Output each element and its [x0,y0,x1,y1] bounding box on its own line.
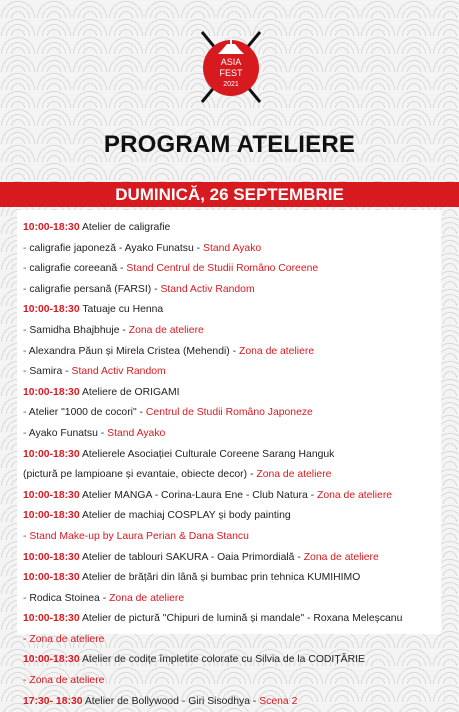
schedule-time: 10:00-18:30 [23,489,80,501]
schedule-row [23,403,435,424]
schedule-row [23,506,435,527]
pagoda-roof-icon [218,50,244,54]
logo-line2: FEST [219,68,243,78]
schedule-time: 10:00-18:30 [23,448,80,460]
asia-fest-logo [196,22,266,106]
schedule-location: Zona de ateliere [128,324,204,336]
schedule-text: Atelier de caligrafie [79,222,171,233]
schedule-row [23,630,435,651]
logo-year: 2021 [223,81,239,88]
schedule-dash: - [23,345,27,357]
schedule-text: Alexandra Păun și Mirela Cristea (Mehendi) - [26,345,239,357]
schedule-text: Atelier de tablouri SAKURA - Oaia Primordială - [79,551,304,563]
schedule-row [23,342,435,363]
schedule-row [23,589,435,610]
schedule-dash: - [23,530,27,542]
schedule-text: Atelier de brățări din lână și bumbac prin tehnica KUMIHIMO [79,572,361,584]
schedule-dash: - [23,592,27,604]
schedule-row [23,527,435,548]
schedule-location: Zona de ateliere [239,345,315,357]
schedule-location: Zona de ateliere [109,592,185,604]
schedule-text: Tatuaje cu Henna [79,304,164,316]
schedule-dash: - [23,407,27,419]
schedule-row [23,239,435,260]
schedule-row [23,362,435,383]
schedule-row [23,383,435,404]
schedule-text: caligrafie coreeană - [26,263,127,275]
schedule-location: Scena 2 [259,695,298,707]
schedule-dash: - [23,366,27,378]
schedule-row [23,280,435,301]
schedule-text: Samidha Bhajbhuje - [26,324,129,336]
schedule-row [23,424,435,445]
logo-line1: ASIA [220,57,242,67]
schedule-row [23,548,435,569]
schedule-time: 10:00-18:30 [23,572,80,584]
schedule-text: Atelier de Bollywood - Giri Sisodhya - [82,695,260,707]
schedule-dash: - [23,324,27,336]
schedule-row [23,671,435,692]
schedule-panel [17,210,441,707]
schedule-time: 10:00-18:30 [23,386,80,398]
schedule-text: Atelier de pictură "Chipuri de lumină și mandale" - Roxana Meleșcanu [79,613,403,625]
schedule-time: 10:00-18:30 [23,613,80,625]
schedule-row [23,650,435,671]
schedule-location: Stand Ayako [203,242,262,254]
schedule-dash: - [23,633,27,645]
schedule-row [23,465,435,486]
schedule-location: Zona de ateliere [316,489,393,501]
schedule-time: 10:00-18:30 [23,551,80,563]
schedule-location: Stand Ayako [107,427,166,439]
schedule-text: Atelier MANGA - Corina-Laura Ene - Club Natura - [79,489,317,501]
schedule-row [23,692,435,712]
schedule-text: Ateliere de ORIGAMI [79,386,180,398]
schedule-location: Stand Make-up by Laura Perian & Dana Stancu [26,530,249,542]
schedule-dash: - [23,242,27,254]
schedule-text: Samira - [26,366,72,378]
schedule-row [23,218,435,239]
schedule-location: Zona de ateliere [26,675,105,687]
schedule-location: Stand Activ Random [160,283,255,295]
schedule-location: Stand Activ Random [71,366,166,378]
schedule-location: Zona de ateliere [303,551,379,563]
schedule-dash: - [23,427,27,439]
schedule-dash: - [23,263,27,275]
schedule-text: caligrafie persană (FARSI) - [26,283,161,295]
schedule-time: 10:00-18:30 [23,304,80,316]
schedule-list [17,210,441,712]
schedule-text: Atelier de codițe împletite colorate cu Silvia de la CODIȚĂRIE [79,654,365,666]
schedule-location: Stand Centrul de Studii Româno Coreene [126,263,319,275]
schedule-dash: - [23,283,27,295]
schedule-row [23,321,435,342]
schedule-text: (pictură pe lampioane și evantaie, obiecte decor) - [23,469,257,481]
schedule-time: 10:00-18:30 [23,654,80,666]
schedule-location: Zona de ateliere [256,469,332,481]
schedule-text: Atelierele Asociației Culturale Coreene Sarang Hanguk [79,448,335,460]
schedule-location: Centrul de Studii Româno Japoneze [145,407,313,419]
schedule-time: 10:00-18:30 [23,222,80,233]
schedule-row [23,300,435,321]
page-title: PROGRAM ATELIERE [103,131,356,158]
schedule-time: 10:00-18:30 [23,510,80,522]
schedule-text: caligrafie japoneză - Ayako Funatsu - [26,242,204,254]
schedule-location: Zona de ateliere [26,633,105,645]
schedule-row [23,486,435,507]
schedule-time: 17:30- 18:30 [23,695,83,707]
schedule-text: Rodica Stoinea - [26,592,110,604]
schedule-row [23,445,435,466]
schedule-text: Atelier de machiaj COSPLAY și body painting [79,510,291,522]
schedule-text: Atelier "1000 de cocori" - [26,407,146,419]
schedule-row [23,259,435,280]
schedule-row [23,568,435,589]
schedule-dash: - [23,675,27,687]
day-banner: DUMINICĂ, 26 SEPTEMBRIE [0,182,459,207]
schedule-row [23,609,435,630]
schedule-text: Ayako Funatsu - [26,427,108,439]
